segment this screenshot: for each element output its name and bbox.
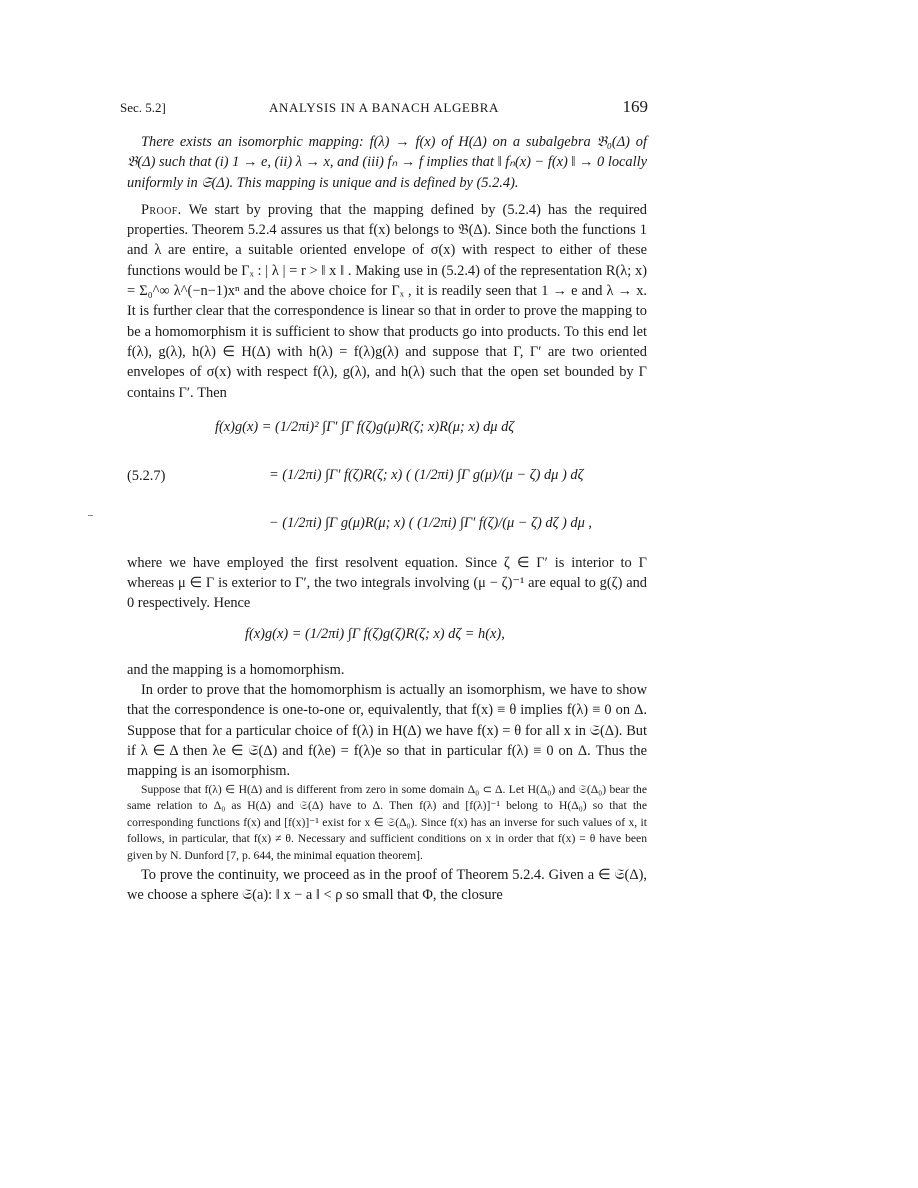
equation-line-3: − (1/2πi) ∫Γ g(μ)R(μ; x) ( (1/2πi) ∫Γ′ f(ζ)/(μ − ζ) dζ ) dμ , — [269, 514, 592, 531]
remark-small-print: Suppose that f(λ) ∈ H(Δ) and is different from zero in some domain Δ₀ ⊂ Δ. Let H(Δ₀) and 𝔖(Δ₀) bear the same relation to Δ₀ as H(Δ) and 𝔖(Δ) have to Δ. Then f(λ) and [f(λ)]⁻¹ belong to H(Δ₀) so that the corresponding functions f(x) and [f(x)]⁻¹ exist for x ∈ 𝔖(Δ₀). Since f(x) has an inverse for such values of x, it follows, in particular, that f(x) ≠ θ. Necessary and sufficient conditions on x in order that f(x) = θ have been given by N. Dunford [7, p. 644, the minimal equation theorem]. — [127, 782, 647, 862]
running-header — [120, 97, 648, 120]
page-number: 169 — [622, 97, 648, 116]
equation-hence-text: f(x)g(x) = (1/2πi) ∫Γ f(ζ)g(ζ)R(ζ; x) dζ = h(x), — [245, 625, 505, 642]
margin-mark — [88, 515, 93, 516]
proof-paragraph-4: In order to prove that the homomorphism is actually an isomorphism, we have to show that the correspondence is one-to-one or, equivalently, that f(x) ≡ θ implies f(λ) ≡ 0 on Δ. Suppose that for a particular choice of f(λ) in H(Δ) we have f(x) = θ for all x in 𝔖(Δ). But if λ ∈ Δ then λe ∈ 𝔖(Δ) and f(λe) = f(λ)e so that in particular f(λ) ≡ 0 on Δ. Thus the mapping is an isomorphism. — [127, 682, 647, 780]
equation-line-1: f(x)g(x) = (1/2πi)² ∫Γ′ ∫Γ f(ζ)g(μ)R(ζ; x)R(μ; x) dμ dζ — [215, 418, 515, 435]
equation-label: (5.2.7) — [127, 467, 166, 484]
chapter-title: ANALYSIS IN A BANACH ALGEBRA — [268, 100, 500, 115]
proof-paragraph-2: where we have employed the first resolvent equation. Since ζ ∈ Γ′ is interior to Γ whereas μ ∈ Γ is exterior to Γ′, the two integrals involving (μ − ζ)⁻¹ are equal to g(ζ) and 0 respectively. Hence — [127, 554, 647, 612]
equation-line-2: = (1/2πi) ∫Γ′ f(ζ)R(ζ; x) ( (1/2πi) ∫Γ g(μ)/(μ − ζ) dμ ) dζ — [269, 466, 584, 483]
equation-5-2-7 — [127, 403, 647, 553]
proof-paragraph-1-text: We start by proving that the mapping defined by (5.2.4) has the required properties. Theorem 5.2.4 assures us that f(x) belongs to 𝔅(Δ). Since both the functions 1 and λ are entire, a suitable oriented envelope of σ(x) with respect to either of these functions would be Γₓ : | λ | = r > ‖ x ‖ . Making use in (5.2.4) of the representation R(λ; x) = Σ₀^∞ λ^(−n−1)xⁿ and the above choice for Γₓ , it is readily seen that 1 → e and λ → x. It is further clear that the correspondence is linear so that in order to prove the mapping to be a homomorphism it is sufficient to show that products go into products. To this end let f(λ), g(λ), h(λ) ∈ H(Δ) with h(λ) = f(λ)g(λ) and suppose that Γ, Γ′ are two oriented envelopes of σ(x) with respect f(λ), g(λ), and h(λ) such that the open set bounded by Γ contains Γ′. Then — [127, 201, 647, 401]
section-label: Sec. 5.2] — [120, 100, 166, 115]
page-body — [127, 132, 647, 905]
proof-label: Proof. — [141, 201, 182, 218]
equation-hence — [127, 614, 647, 660]
theorem-statement: There exists an isomorphic mapping: f(λ) → f(x) of H(Δ) on a subalgebra 𝔅₀(Δ) of 𝔅(Δ) such that (i) 1 → e, (ii) λ → x, and (iii) fₙ → f implies that ‖ fₙ(x) − f(x) ‖ → 0 locally uniformly in 𝔖(Δ). This mapping is unique and is defined by (5.2.4). — [127, 134, 647, 191]
proof-paragraph-5: To prove the continuity, we proceed as in the proof of Theorem 5.2.4. Given a ∈ 𝔖(Δ), we choose a sphere 𝔖(a): ‖ x − a ‖ < ρ so small that Φ, the closure — [127, 866, 647, 903]
proof-paragraph-3: and the mapping is a homomorphism. — [127, 661, 345, 678]
proof-paragraph-1 — [127, 200, 647, 403]
